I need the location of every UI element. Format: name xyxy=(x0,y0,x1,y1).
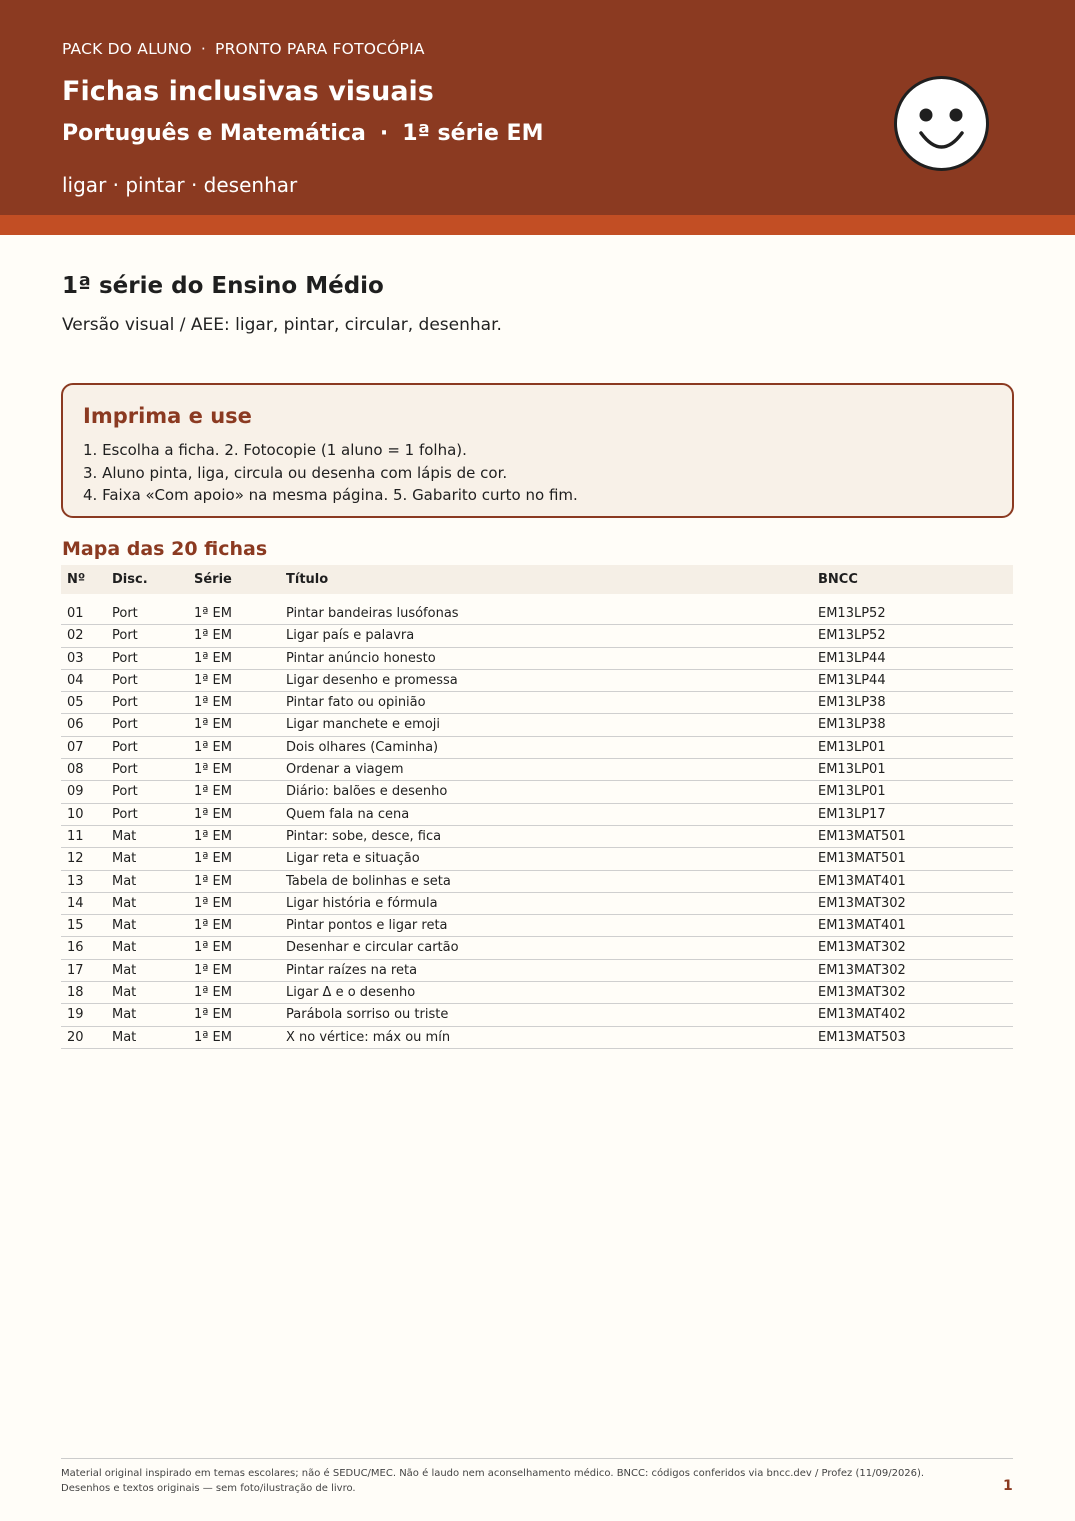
cell-grade: 1ª EM xyxy=(194,828,232,844)
smiley-face-icon xyxy=(893,75,990,172)
cell-bncc: EM13LP44 xyxy=(818,672,886,688)
cell-title: Pintar: sobe, desce, fica xyxy=(286,828,442,844)
cell-grade: 1ª EM xyxy=(194,762,232,778)
cell-discipline: Port xyxy=(112,784,138,800)
cell-discipline: Port xyxy=(112,695,138,711)
cell-number: 13 xyxy=(67,873,84,889)
cell-title: X no vértice: máx ou mín xyxy=(286,1029,451,1045)
cell-number: 08 xyxy=(67,762,84,778)
cell-discipline: Mat xyxy=(112,940,137,956)
cell-bncc: EM13MAT401 xyxy=(818,918,906,934)
cell-grade: 1ª EM xyxy=(194,628,232,644)
cell-grade: 1ª EM xyxy=(194,606,232,621)
cell-number: 20 xyxy=(67,1029,84,1045)
cell-bncc: EM13MAT302 xyxy=(818,985,906,1001)
cell-discipline: Port xyxy=(112,717,138,733)
cell-bncc: EM13LP01 xyxy=(818,739,886,755)
subtitle-separator: · xyxy=(379,121,389,146)
cell-title: Tabela de bolinhas e seta xyxy=(286,873,451,889)
header-discipline: Disc. xyxy=(112,572,148,587)
cell-discipline: Port xyxy=(112,739,138,755)
table-row xyxy=(61,937,1013,959)
cell-title: Ligar Δ e o desenho xyxy=(286,985,416,1001)
footer-divider xyxy=(61,1458,1013,1459)
header-number: Nº xyxy=(67,572,86,587)
cell-number: 16 xyxy=(67,940,84,956)
callout-line: 4. Faixa «Com apoio» na mesma página. 5. Gabarito curto no fim. xyxy=(83,486,578,504)
cell-bncc: EM13LP17 xyxy=(818,806,886,822)
table-row xyxy=(61,871,1013,893)
page-number: 1 xyxy=(1003,1478,1013,1494)
subtitle-subjects: Português e Matemática xyxy=(62,121,366,146)
header-title: Título xyxy=(286,572,329,587)
cell-number: 01 xyxy=(67,606,84,621)
cell-discipline: Mat xyxy=(112,962,137,978)
cell-title: Pintar pontos e ligar reta xyxy=(286,918,448,934)
cell-number: 09 xyxy=(67,784,84,800)
page-subtitle xyxy=(62,121,543,146)
cell-title: Ligar manchete e emoji xyxy=(286,717,441,733)
cell-number: 19 xyxy=(67,1007,84,1023)
cell-discipline: Mat xyxy=(112,985,137,1001)
instructions-callout xyxy=(61,383,1014,518)
cell-discipline: Mat xyxy=(112,918,137,934)
table-row xyxy=(61,603,1013,625)
cell-number: 03 xyxy=(67,650,84,666)
table-row xyxy=(61,692,1013,714)
cell-discipline: Port xyxy=(112,628,138,644)
cell-bncc: EM13LP52 xyxy=(818,606,886,621)
cell-grade: 1ª EM xyxy=(194,784,232,800)
cell-title: Pintar anúncio honesto xyxy=(286,650,436,666)
table-row xyxy=(61,1004,1013,1026)
subtitle-grade: 1ª série EM xyxy=(402,121,544,146)
callout-title: Imprima e use xyxy=(83,404,252,428)
table-row xyxy=(61,759,1013,781)
cell-title: Pintar bandeiras lusófonas xyxy=(286,606,459,621)
cell-title: Ordenar a viagem xyxy=(286,762,404,778)
table-row xyxy=(61,804,1013,826)
table-row xyxy=(61,826,1013,848)
cell-bncc: EM13MAT302 xyxy=(818,940,906,956)
cell-discipline: Port xyxy=(112,762,138,778)
table-header xyxy=(61,565,1013,594)
map-title: Mapa das 20 fichas xyxy=(62,538,268,560)
cell-title: Pintar fato ou opinião xyxy=(286,695,426,711)
table-row xyxy=(61,670,1013,692)
cell-title: Ligar desenho e promessa xyxy=(286,672,458,688)
cell-number: 14 xyxy=(67,895,84,911)
cell-number: 17 xyxy=(67,962,84,978)
cell-number: 06 xyxy=(67,717,84,733)
worksheet-map-table xyxy=(61,565,1013,1049)
cell-bncc: EM13MAT302 xyxy=(818,895,906,911)
cell-grade: 1ª EM xyxy=(194,739,232,755)
cell-grade: 1ª EM xyxy=(194,672,232,688)
cell-number: 07 xyxy=(67,739,84,755)
cell-bncc: EM13MAT501 xyxy=(818,828,906,844)
header-kicker xyxy=(62,40,425,58)
footer-credits: Desenhos e textos originais — sem foto/ilustração de livro. xyxy=(61,1483,356,1494)
cell-grade: 1ª EM xyxy=(194,1029,232,1045)
table-row xyxy=(61,982,1013,1004)
cell-bncc: EM13MAT401 xyxy=(818,873,906,889)
cell-discipline: Port xyxy=(112,606,138,621)
cell-grade: 1ª EM xyxy=(194,940,232,956)
cell-bncc: EM13MAT302 xyxy=(818,962,906,978)
table-row xyxy=(61,960,1013,982)
cell-title: Dois olhares (Caminha) xyxy=(286,739,439,755)
cell-number: 04 xyxy=(67,672,84,688)
cell-bncc: EM13MAT503 xyxy=(818,1029,906,1045)
cell-discipline: Port xyxy=(112,672,138,688)
cell-bncc: EM13LP38 xyxy=(818,695,886,711)
cell-bncc: EM13LP52 xyxy=(818,628,886,644)
callout-line: 1. Escolha a ficha. 2. Fotocopie (1 aluno = 1 folha). xyxy=(83,441,467,459)
cell-bncc: EM13LP01 xyxy=(818,762,886,778)
cell-title: Parábola sorriso ou triste xyxy=(286,1007,449,1023)
cell-discipline: Mat xyxy=(112,873,137,889)
cell-bncc: EM13LP38 xyxy=(818,717,886,733)
header-band xyxy=(0,0,1075,215)
header-grade: Série xyxy=(194,572,232,587)
cell-discipline: Mat xyxy=(112,828,137,844)
cell-discipline: Mat xyxy=(112,1007,137,1023)
table-row xyxy=(61,648,1013,670)
table-row xyxy=(61,625,1013,647)
cell-bncc: EM13MAT501 xyxy=(818,851,906,867)
cell-number: 15 xyxy=(67,918,84,934)
table-row xyxy=(61,915,1013,937)
page-tagline: ligar · pintar · desenhar xyxy=(62,173,298,197)
table-body xyxy=(61,603,1013,1049)
cell-grade: 1ª EM xyxy=(194,985,232,1001)
cell-number: 05 xyxy=(67,695,84,711)
kicker-print-label: PRONTO PARA FOTOCÓPIA xyxy=(215,40,425,58)
cell-title: Ligar reta e situação xyxy=(286,851,420,867)
cell-discipline: Mat xyxy=(112,895,137,911)
callout-line: 3. Aluno pinta, liga, circula ou desenha com lápis de cor. xyxy=(83,464,508,482)
cell-grade: 1ª EM xyxy=(194,650,232,666)
cell-grade: 1ª EM xyxy=(194,695,232,711)
cell-discipline: Mat xyxy=(112,851,137,867)
section-description: Versão visual / AEE: ligar, pintar, circular, desenhar. xyxy=(62,315,502,335)
table-row xyxy=(61,737,1013,759)
table-row xyxy=(61,1027,1013,1049)
cell-bncc: EM13LP01 xyxy=(818,784,886,800)
cell-bncc: EM13MAT402 xyxy=(818,1007,906,1023)
cell-title: Ligar história e fórmula xyxy=(286,895,438,911)
cell-grade: 1ª EM xyxy=(194,895,232,911)
table-row xyxy=(61,893,1013,915)
cell-number: 18 xyxy=(67,985,84,1001)
cell-title: Ligar país e palavra xyxy=(286,628,415,644)
table-row xyxy=(61,848,1013,870)
table-row xyxy=(61,781,1013,803)
header-bncc: BNCC xyxy=(818,572,858,587)
cell-bncc: EM13LP44 xyxy=(818,650,886,666)
kicker-pack-label: PACK DO ALUNO xyxy=(62,40,192,58)
cell-grade: 1ª EM xyxy=(194,806,232,822)
cell-grade: 1ª EM xyxy=(194,962,232,978)
footer-disclaimer: Material original inspirado em temas escolares; não é SEDUC/MEC. Não é laudo nem aconselhamento médico. BNCC: códigos conferidos via bncc.dev / Profez (11/09/2026). xyxy=(61,1468,925,1479)
cell-grade: 1ª EM xyxy=(194,918,232,934)
cell-number: 02 xyxy=(67,628,84,644)
cell-number: 12 xyxy=(67,851,84,867)
header-accent-stripe xyxy=(0,215,1075,235)
cell-number: 10 xyxy=(67,806,84,822)
table-row xyxy=(61,714,1013,736)
section-title: 1ª série do Ensino Médio xyxy=(62,273,384,299)
page-title: Fichas inclusivas visuais xyxy=(62,76,434,107)
cell-discipline: Mat xyxy=(112,1029,137,1045)
cell-title: Desenhar e circular cartão xyxy=(286,940,459,956)
kicker-separator: · xyxy=(200,40,207,58)
cell-number: 11 xyxy=(67,828,84,844)
cell-grade: 1ª EM xyxy=(194,1007,232,1023)
cell-grade: 1ª EM xyxy=(194,717,232,733)
cell-title: Quem fala na cena xyxy=(286,806,410,822)
cell-grade: 1ª EM xyxy=(194,851,232,867)
cell-title: Diário: balões e desenho xyxy=(286,784,448,800)
cell-grade: 1ª EM xyxy=(194,873,232,889)
cell-title: Pintar raízes na reta xyxy=(286,962,418,978)
cell-discipline: Port xyxy=(112,650,138,666)
cell-discipline: Port xyxy=(112,806,138,822)
